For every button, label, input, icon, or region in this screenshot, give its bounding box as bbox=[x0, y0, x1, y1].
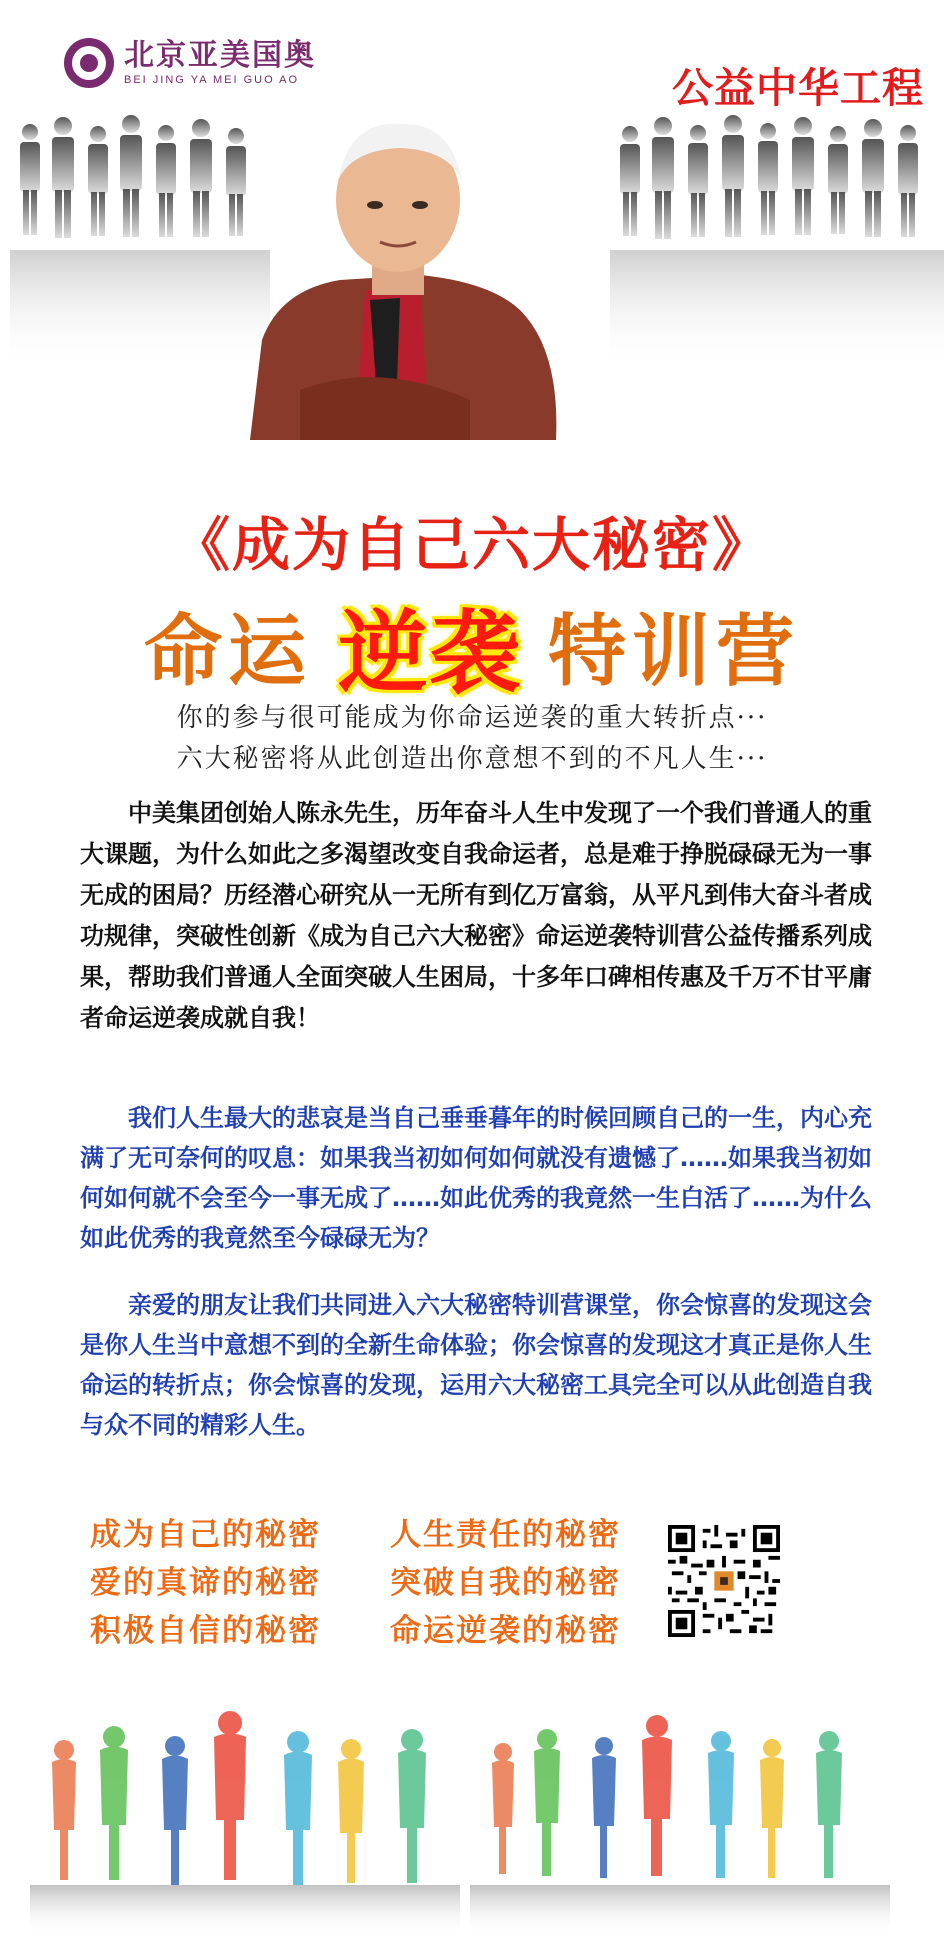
logo-emblem-icon bbox=[64, 38, 114, 88]
camp-title-before: 命运 bbox=[143, 607, 312, 697]
camp-title-highlight: 逆袭 bbox=[338, 600, 522, 706]
crowd-left bbox=[20, 115, 246, 238]
intro-paragraph: 中美集团创始人陈永先生，历年奋斗人生中发现了一个我们普通人的重大课题，为什么如此之多渴望改变自我命运者，总是难于挣脱碌碌无为一事无成的困局？历经潜心研究从一无所有到亿万富翁，从平凡到伟大奋斗者成功规律，突破性创新《成为自己六大秘密》命运逆袭特训营公益传播系列成果，帮助我们普通人全面突破人生困局，十多年口碑相传惠及千万不甘平庸者命运逆袭成就自我！ bbox=[80, 799, 872, 1032]
public-welfare-tag: 公益中华工程 bbox=[672, 64, 924, 112]
camp-title-after: 特训营 bbox=[548, 607, 801, 697]
secret-item: 人生责任的秘密 bbox=[390, 1517, 621, 1553]
secret-item: 突破自我的秘密 bbox=[390, 1565, 621, 1601]
logo-text bbox=[124, 37, 316, 86]
six-secrets-list bbox=[90, 1517, 670, 1649]
main-title: 《成为自己六大秘密》 bbox=[171, 511, 772, 579]
brand-logo bbox=[64, 38, 316, 88]
secret-item: 爱的真谛的秘密 bbox=[90, 1565, 321, 1601]
qr-code-icon[interactable] bbox=[668, 1525, 780, 1637]
crowd-right bbox=[620, 115, 918, 239]
secret-item: 命运逆袭的秘密 bbox=[390, 1613, 621, 1649]
secret-item: 成为自己的秘密 bbox=[90, 1517, 321, 1553]
logo-chinese: 北京亚美国奥 bbox=[124, 37, 316, 73]
invitation-paragraph: 亲爱的朋友让我们共同进入六大秘密特训营课堂，你会惊喜的发现这会是你人生当中意想不到的全新生命体验；你会惊喜的发现这才真正是你人生命运的转折点；你会惊喜的发现，运用六大秘密工具完全可以从此创造自我与众不同的精彩人生。 bbox=[80, 1291, 872, 1439]
founder-portrait bbox=[250, 124, 556, 440]
logo-english: BEI JING YA MEI GUO AO bbox=[124, 73, 300, 86]
watercolor-figures-illustration bbox=[0, 1680, 944, 1946]
figures-right-group bbox=[470, 1715, 890, 1935]
tagline-line-2: 六大秘密将从此创造出你意想不到的不凡人生··· bbox=[176, 744, 768, 774]
secret-item: 积极自信的秘密 bbox=[90, 1613, 321, 1649]
tagline-line-1: 你的参与很可能成为你命运逆袭的重大转折点··· bbox=[176, 703, 768, 733]
camp-title bbox=[0, 590, 944, 706]
regret-paragraph: 我们人生最大的悲哀是当自己垂垂暮年的时候回顾自己的一生，内心充满了无可奈何的叹息：如果我当初如何如何就没有遗憾了……如果我当初如何如何就不会至今一事无成了……如此优秀的我竟然一生白活了……为什么如此优秀的我竟然至今碌碌无为？ bbox=[80, 1104, 872, 1252]
figures-left-group bbox=[30, 1711, 460, 1935]
banner-crowd-photo bbox=[0, 110, 944, 440]
